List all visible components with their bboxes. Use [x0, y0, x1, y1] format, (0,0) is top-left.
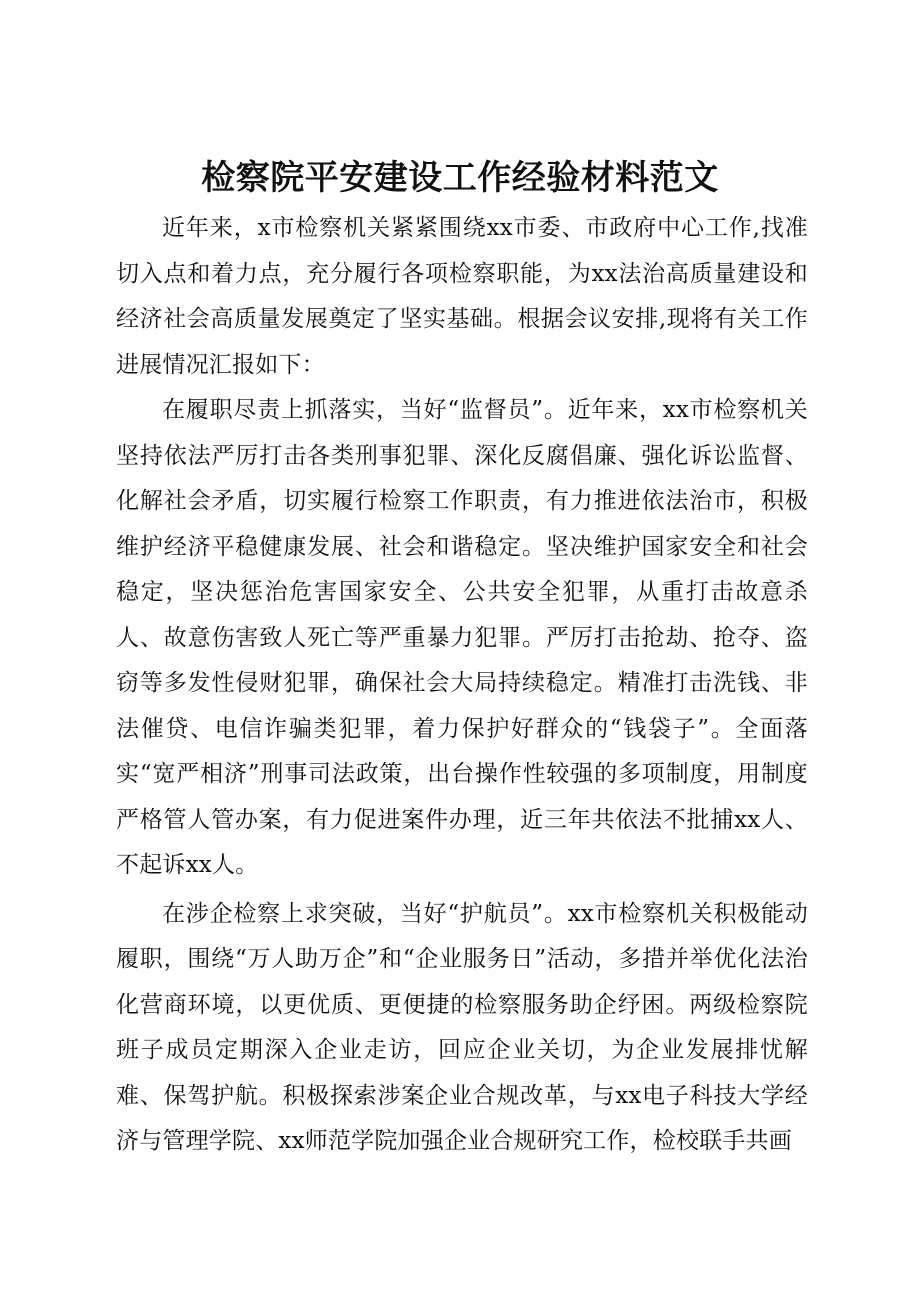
paragraph-escort: 在涉企检察上求突破，当好“护航员”。xx市检察机关积极能动履职，围绕“万人助万企”和“企业服务日”活动，多措并举优化法治化营商环境，以更优质、更便捷的检察服务助企纾困。两级检察院班子成员定期深入企业走访，回应企业关切，为企业发展排忧解难、保驾护航。积极探索涉案企业合规改革，与xx电子科技大学经济与管理学院、xx师范学院加强企业合规研究工作，检校联手共画: [116, 900, 808, 1154]
paragraph-intro: 近年来，x市检察机关紧紧围绕xx市委、市政府中心工作,找准切入点和着力点，充分履行各项检察职能，为xx法治高质量建设和经济社会高质量发展奠定了坚实基础。根据会议安排,现将有关工作进展情况汇报如下：: [116, 215, 808, 378]
document-body: [116, 206, 808, 1165]
paragraph-supervisor: 在履职尽责上抓落实，当好“监督员”。近年来，xx市检察机关坚持依法严厉打击各类刑事犯罪、深化反腐倡廉、强化诉讼监督、化解社会矛盾，切实履行检察工作职责，有力推进依法治市，积极维护经济平稳健康发展、社会和谐稳定。坚决维护国家安全和社会稳定，坚决惩治危害国家安全、公共安全犯罪，从重打击故意杀人、故意伤害致人死亡等严重暴力犯罪。严厉打击抢劫、抢夺、盗窃等多发性侵财犯罪，确保社会大局持续稳定。精准打击洗钱、非法催贷、电信诈骗类犯罪，着力保护好群众的“钱袋子”。全面落实“宽严相济”刑事司法政策，出台操作性较强的多项制度，用制度严格管人管办案，有力促进案件办理，近三年共依法不批捕xx人、不起诉xx人。: [116, 397, 808, 878]
document-title: 检察院平安建设工作经验材料范文: [201, 158, 719, 198]
